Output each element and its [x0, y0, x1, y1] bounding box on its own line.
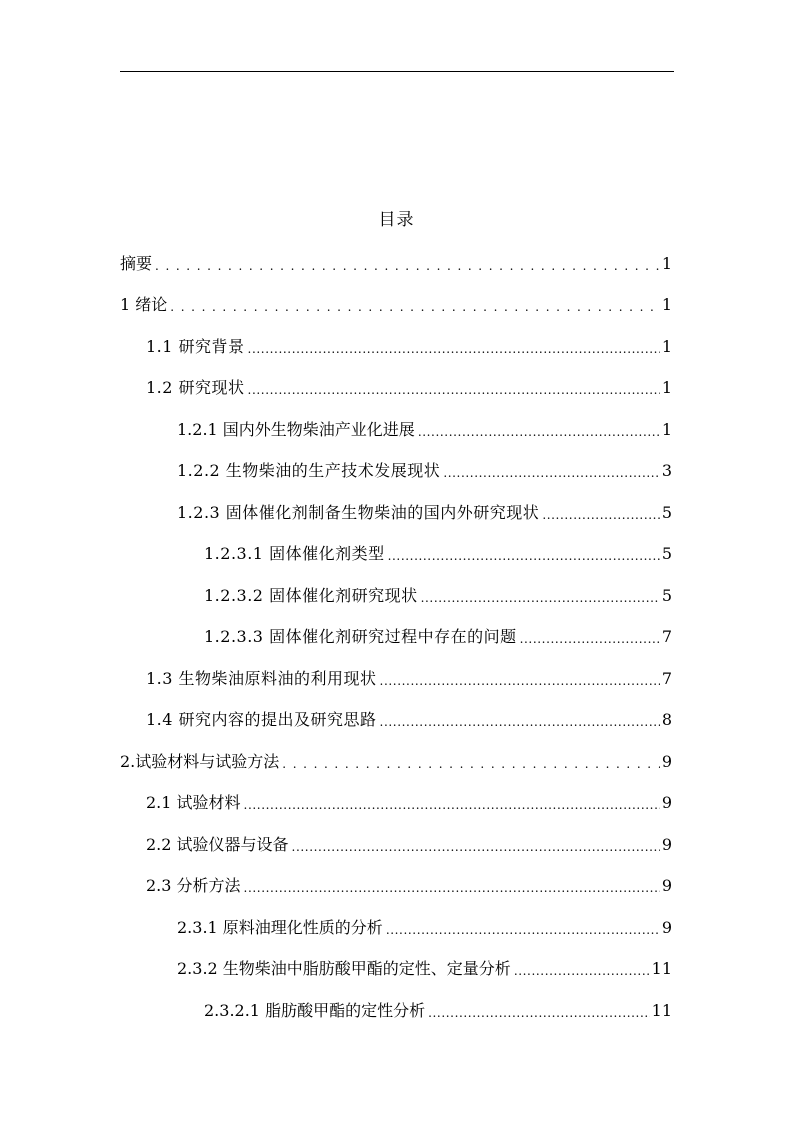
toc-dot-leader [380, 710, 660, 730]
toc-entry-label: 2.3.2 生物柴油中脂肪酸甲酯的定性、定量分析 [177, 959, 511, 978]
toc-entry-1-2-3-2[interactable] [204, 584, 672, 606]
toc-entry-2-3-1[interactable] [177, 916, 672, 938]
toc-title: 目录 [378, 210, 415, 230]
toc-dot-leader [244, 793, 660, 813]
toc-dot-leader [248, 378, 660, 398]
toc-dot-leader [248, 337, 660, 357]
toc-page-number: 1 [661, 295, 672, 314]
toc-entry-label: 2.试验材料与试验方法 [120, 752, 280, 771]
toc-dot-leader [388, 544, 660, 564]
toc-entry-abstract[interactable] [120, 252, 672, 274]
toc-entry-2-3-2-1[interactable] [204, 999, 672, 1021]
toc-entry-label: 2.3.2.1 脂肪酸甲酯的定性分析 [204, 1001, 426, 1020]
toc-dot-leader [380, 669, 660, 689]
toc-page-number: 11 [651, 1001, 672, 1020]
toc-entry-label: 1.2.2 生物柴油的生产技术发展现状 [177, 461, 441, 480]
toc-page-number: 9 [661, 918, 672, 937]
toc-dot-leader [386, 918, 660, 938]
toc-entry-label: 1.2.3.3 固体催化剂研究过程中存在的问题 [204, 627, 517, 646]
toc-entry-2-3-2[interactable] [177, 957, 672, 979]
toc-dot-leader [443, 461, 660, 481]
toc-page-number: 1 [661, 254, 672, 273]
toc-entry-label: 2.3 分析方法 [146, 876, 241, 895]
toc-page-number: 9 [661, 876, 672, 895]
toc-dot-leader [170, 295, 660, 315]
toc-dot-leader [282, 752, 660, 772]
toc-dot-leader [155, 254, 660, 274]
toc-entry-label: 1.4 研究内容的提出及研究思路 [146, 710, 377, 729]
toc-dot-leader [520, 627, 660, 647]
toc-dot-leader [421, 586, 660, 606]
toc-entry-1-2-1[interactable] [177, 418, 672, 440]
toc-page-number: 11 [651, 959, 672, 978]
toc-entry-label: 2.3.1 原料油理化性质的分析 [177, 918, 383, 937]
toc-dot-leader [428, 1001, 650, 1021]
toc-dot-leader [244, 876, 660, 896]
toc-page-number: 9 [661, 752, 672, 771]
toc-page-number: 9 [661, 793, 672, 812]
toc-page-number: 8 [661, 710, 672, 729]
toc-entry-ch1[interactable] [120, 293, 672, 315]
toc-entry-label: 1 绪论 [120, 295, 168, 314]
toc-entry-1-3[interactable] [146, 667, 672, 689]
toc-entry-label: 1.2.3.2 固体催化剂研究现状 [204, 586, 418, 605]
toc-entry-2-1[interactable] [146, 791, 672, 813]
toc-page-number: 5 [661, 544, 672, 563]
toc-entry-label: 2.1 试验材料 [146, 793, 241, 812]
toc-entry-label: 2.2 试验仪器与设备 [146, 835, 289, 854]
toc-entry-1-2-3-3[interactable] [204, 625, 672, 647]
toc-page-number: 5 [661, 503, 672, 522]
toc-entry-label: 摘要 [120, 254, 153, 273]
toc-dot-leader [514, 959, 650, 979]
toc-entry-label: 1.2 研究现状 [146, 378, 245, 397]
toc-page-number: 7 [661, 627, 672, 646]
toc-page-number: 1 [661, 378, 672, 397]
toc-entry-label: 1.3 生物柴油原料油的利用现状 [146, 669, 377, 688]
toc-page-number: 1 [661, 337, 672, 356]
toc-entry-1-4[interactable] [146, 708, 672, 730]
toc-entry-label: 1.1 研究背景 [146, 337, 245, 356]
toc-entry-1-2-2[interactable] [177, 459, 672, 481]
toc-page-number: 5 [661, 586, 672, 605]
toc-entry-1-2[interactable] [146, 376, 672, 398]
toc-dot-leader [292, 835, 660, 855]
toc-entry-1-2-3[interactable] [177, 501, 672, 523]
toc-page-number: 3 [661, 461, 672, 480]
toc-entry-2-3[interactable] [146, 874, 672, 896]
toc-page-number: 1 [661, 420, 672, 439]
toc-page-number: 9 [661, 835, 672, 854]
toc-entry-label: 1.2.1 国内外生物柴油产业化进展 [177, 420, 415, 439]
toc-dot-leader [418, 420, 660, 440]
toc-entry-ch2[interactable] [120, 750, 672, 772]
toc-entry-2-2[interactable] [146, 833, 672, 855]
toc-entry-1-2-3-1[interactable] [204, 542, 672, 564]
toc-page-number: 7 [661, 669, 672, 688]
toc-entry-label: 1.2.3.1 固体催化剂类型 [204, 544, 385, 563]
toc-entry-1-1[interactable] [146, 335, 672, 357]
toc-entry-label: 1.2.3 固体催化剂制备生物柴油的国内外研究现状 [177, 503, 540, 522]
toc-dot-leader [542, 503, 660, 523]
